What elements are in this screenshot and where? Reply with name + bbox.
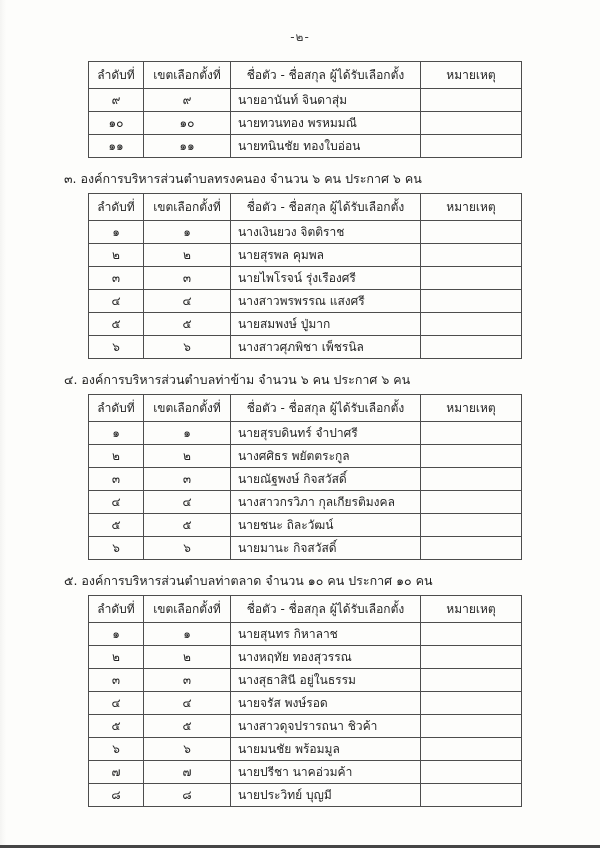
seq-cell: ๔ (89, 491, 144, 514)
district-cell: ๑ (144, 623, 231, 646)
seq-cell: ๑ (89, 221, 144, 244)
table-row (89, 112, 522, 135)
note-cell (421, 514, 522, 537)
note-cell (421, 491, 522, 514)
table-header-row (89, 62, 522, 89)
column-header: หมายเหตุ (421, 596, 522, 623)
district-cell: ๖ (144, 738, 231, 761)
section (0, 370, 600, 560)
section (0, 169, 600, 359)
table-row (89, 623, 522, 646)
district-cell: ๗ (144, 761, 231, 784)
seq-cell: ๓ (89, 267, 144, 290)
note-cell (421, 221, 522, 244)
table-row (89, 761, 522, 784)
district-cell: ๑ (144, 221, 231, 244)
seq-cell: ๘ (89, 784, 144, 807)
seq-cell: ๒ (89, 646, 144, 669)
section-heading: ๕. องค์การบริหารส่วนตำบลท่าตลาด จำนวน ๑๐ คน ประกาศ ๑๐ คน (64, 573, 433, 588)
name-cell: นายอานันท์ จินดาสุ่ม (231, 89, 421, 112)
table-body (89, 422, 522, 560)
name-cell: นางหฤทัย ทองสุวรรณ (231, 646, 421, 669)
note-cell (421, 290, 522, 313)
district-cell: ๑๑ (144, 135, 231, 158)
table-row (89, 336, 522, 359)
column-header: เขตเลือกตั้งที่ (144, 194, 231, 221)
district-cell: ๑๐ (144, 112, 231, 135)
district-cell: ๓ (144, 267, 231, 290)
table-row (89, 422, 522, 445)
note-cell (421, 313, 522, 336)
table-row (89, 468, 522, 491)
name-cell: นางสาวกรวิภา กุลเกียรติมงคล (231, 491, 421, 514)
seq-cell: ๕ (89, 313, 144, 336)
name-cell: นายทนินชัย ทองใบอ่อน (231, 135, 421, 158)
table-header-row (89, 194, 522, 221)
district-cell: ๒ (144, 445, 231, 468)
results-table (88, 595, 522, 807)
table-row (89, 221, 522, 244)
name-cell: นายไพโรจน์ รุ่งเรืองศรี (231, 267, 421, 290)
note-cell (421, 422, 522, 445)
district-cell: ๓ (144, 669, 231, 692)
seq-cell: ๔ (89, 692, 144, 715)
table-body (89, 623, 522, 807)
seq-cell: ๑ (89, 623, 144, 646)
table-header-row (89, 395, 522, 422)
name-cell: นายชนะ ถิละวัฒน์ (231, 514, 421, 537)
table-row (89, 267, 522, 290)
table-row (89, 135, 522, 158)
table-row (89, 646, 522, 669)
table-row (89, 244, 522, 267)
district-cell: ๖ (144, 336, 231, 359)
table-row (89, 514, 522, 537)
column-header: หมายเหตุ (421, 395, 522, 422)
seq-cell: ๔ (89, 290, 144, 313)
column-header: เขตเลือกตั้งที่ (144, 395, 231, 422)
seq-cell: ๗ (89, 761, 144, 784)
table-body (89, 221, 522, 359)
name-cell: นายสุนทร กิหาลาช (231, 623, 421, 646)
table-row (89, 537, 522, 560)
district-cell: ๕ (144, 313, 231, 336)
name-cell: นางสุธาสินี อยู่ในธรรม (231, 669, 421, 692)
note-cell (421, 623, 522, 646)
seq-cell: ๑ (89, 422, 144, 445)
district-cell: ๕ (144, 715, 231, 738)
district-cell: ๔ (144, 491, 231, 514)
table-row (89, 669, 522, 692)
table-body (89, 89, 522, 158)
column-header: ชื่อตัว - ชื่อสกุล ผู้ได้รับเลือกตั้ง (231, 62, 421, 89)
section (0, 61, 600, 158)
table-row (89, 692, 522, 715)
name-cell: นายสุรบดินทร์ จำปาศรี (231, 422, 421, 445)
results-table (88, 193, 522, 359)
name-cell: นายประวิทย์ บุญมี (231, 784, 421, 807)
seq-cell: ๒ (89, 244, 144, 267)
column-header: ชื่อตัว - ชื่อสกุล ผู้ได้รับเลือกตั้ง (231, 395, 421, 422)
note-cell (421, 784, 522, 807)
column-header: ชื่อตัว - ชื่อสกุล ผู้ได้รับเลือกตั้ง (231, 596, 421, 623)
table-row (89, 738, 522, 761)
column-header: ลำดับที่ (89, 395, 144, 422)
column-header: ลำดับที่ (89, 596, 144, 623)
district-cell: ๑ (144, 422, 231, 445)
note-cell (421, 336, 522, 359)
seq-cell: ๑๐ (89, 112, 144, 135)
table-row (89, 715, 522, 738)
district-cell: ๒ (144, 646, 231, 669)
seq-cell: ๙ (89, 89, 144, 112)
name-cell: นายมนชัย พร้อมมูล (231, 738, 421, 761)
note-cell (421, 537, 522, 560)
note-cell (421, 445, 522, 468)
seq-cell: ๕ (89, 514, 144, 537)
seq-cell: ๒ (89, 445, 144, 468)
name-cell: นายจรัส พงษ์รอด (231, 692, 421, 715)
name-cell: นายปรีชา นาคอ่วมค้า (231, 761, 421, 784)
section-heading: ๓. องค์การบริหารส่วนตำบลทรงคนอง จำนวน ๖ คน ประกาศ ๖ คน (64, 171, 422, 186)
district-cell: ๖ (144, 537, 231, 560)
seq-cell: ๕ (89, 715, 144, 738)
seq-cell: ๖ (89, 336, 144, 359)
name-cell: นางสาวดุจปรารถนา ชิวค้า (231, 715, 421, 738)
table-row (89, 445, 522, 468)
column-header: หมายเหตุ (421, 62, 522, 89)
district-cell: ๒ (144, 244, 231, 267)
table-row (89, 290, 522, 313)
district-cell: ๕ (144, 514, 231, 537)
page-number: -๒- (290, 30, 310, 44)
district-cell: ๔ (144, 692, 231, 715)
results-table (88, 394, 522, 560)
name-cell: นางสาวศุภพิชา เพ็ชรนิล (231, 336, 421, 359)
document-body (0, 47, 600, 807)
note-cell (421, 715, 522, 738)
table-header-row (89, 596, 522, 623)
section (0, 571, 600, 807)
seq-cell: ๓ (89, 468, 144, 491)
column-header: เขตเลือกตั้งที่ (144, 596, 231, 623)
seq-cell: ๖ (89, 537, 144, 560)
name-cell: นางเงินยวง จิตติราช (231, 221, 421, 244)
note-cell (421, 646, 522, 669)
name-cell: นางศศิธร พยัตตระกูล (231, 445, 421, 468)
name-cell: นายณัฐพงษ์ กิจสวัสดิ์ (231, 468, 421, 491)
seq-cell: ๑๑ (89, 135, 144, 158)
note-cell (421, 135, 522, 158)
name-cell: นายสุรพล คุมพล (231, 244, 421, 267)
note-cell (421, 468, 522, 491)
note-cell (421, 112, 522, 135)
district-cell: ๘ (144, 784, 231, 807)
table-row (89, 313, 522, 336)
column-header: หมายเหตุ (421, 194, 522, 221)
name-cell: นางสาวพรพรรณ แสงศรี (231, 290, 421, 313)
seq-cell: ๓ (89, 669, 144, 692)
note-cell (421, 738, 522, 761)
table-row (89, 784, 522, 807)
section-heading: ๔. องค์การบริหารส่วนตำบลท่าข้าม จำนวน ๖ คน ประกาศ ๖ คน (64, 372, 411, 387)
note-cell (421, 669, 522, 692)
name-cell: นายมานะ กิจสวัสดิ์ (231, 537, 421, 560)
note-cell (421, 244, 522, 267)
district-cell: ๔ (144, 290, 231, 313)
table-row (89, 89, 522, 112)
table-row (89, 491, 522, 514)
name-cell: นายสมพงษ์ ปู่มาก (231, 313, 421, 336)
note-cell (421, 692, 522, 715)
results-table (88, 61, 522, 158)
column-header: ลำดับที่ (89, 194, 144, 221)
column-header: ชื่อตัว - ชื่อสกุล ผู้ได้รับเลือกตั้ง (231, 194, 421, 221)
note-cell (421, 267, 522, 290)
column-header: ลำดับที่ (89, 62, 144, 89)
district-cell: ๓ (144, 468, 231, 491)
district-cell: ๙ (144, 89, 231, 112)
note-cell (421, 89, 522, 112)
column-header: เขตเลือกตั้งที่ (144, 62, 231, 89)
seq-cell: ๖ (89, 738, 144, 761)
note-cell (421, 761, 522, 784)
name-cell: นายทวนทอง พรหมมณี (231, 112, 421, 135)
